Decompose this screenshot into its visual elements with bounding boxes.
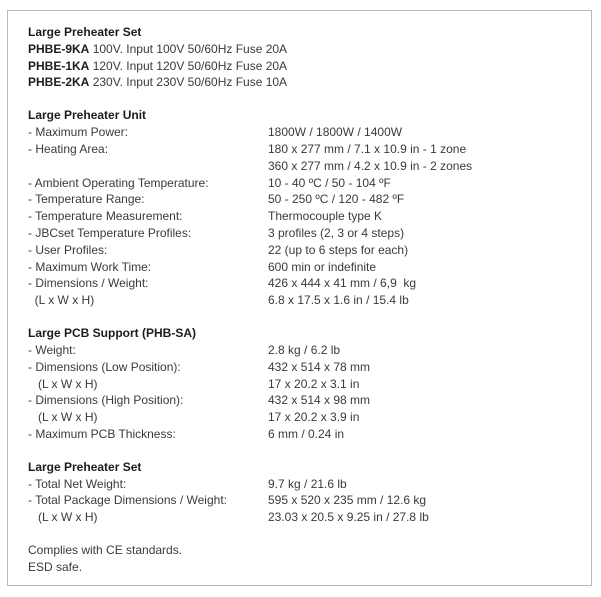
spec-value: 17 x 20.2 x 3.9 in: [268, 410, 360, 425]
spec-value: 600 min or indefinite: [268, 259, 377, 274]
spec-row: [28, 409, 588, 426]
set-totals-section: [28, 459, 588, 526]
spec-value: 1800W / 1800W / 1400W: [268, 125, 403, 140]
set-totals-title: Large Preheater Set: [28, 459, 142, 474]
unit-title: Large Preheater Unit: [28, 108, 147, 123]
spec-value: 2.8 kg / 6.2 lb: [268, 342, 341, 357]
spec-row: [28, 342, 588, 359]
spec-value: 22 (up to 6 steps for each): [268, 242, 409, 257]
spec-value: 10 - 40 ºC / 50 - 104 ºF: [268, 175, 391, 190]
spec-label: (L x W x H): [28, 410, 98, 425]
model-code: PHBE-1KA: [28, 58, 90, 73]
spec-row: [28, 359, 588, 376]
spec-value: 50 - 250 ºC / 120 - 482 ºF: [268, 192, 405, 207]
notes: [28, 542, 588, 576]
model-desc: 230V. Input 230V 50/60Hz Fuse 10A: [92, 75, 288, 90]
spec-label: - Total Net Weight:: [28, 476, 127, 491]
spec-row: [28, 292, 588, 309]
spec-label: - Heating Area:: [28, 141, 109, 156]
spec-label: - Dimensions (Low Position):: [28, 359, 181, 374]
spec-value: 432 x 514 x 78 mm: [268, 359, 371, 374]
spec-label: (L x W x H): [28, 510, 98, 525]
spec-value: 360 x 277 mm / 4.2 x 10.9 in - 2 zones: [268, 158, 473, 173]
spec-row: [28, 124, 588, 141]
spec-row: [28, 275, 588, 292]
model-line: [28, 74, 588, 91]
set-header-title: Large Preheater Set: [28, 25, 142, 39]
spec-value: 3 profiles (2, 3 or 4 steps): [268, 225, 405, 240]
spec-value: 180 x 277 mm / 7.1 x 10.9 in - 1 zone: [268, 141, 467, 156]
spec-value: Thermocouple type K: [268, 209, 383, 224]
model-line: [28, 41, 588, 58]
spec-row: [28, 392, 588, 409]
spec-value: 23.03 x 20.5 x 9.25 in / 27.8 lb: [268, 510, 429, 525]
model-code: PHBE-9KA: [28, 41, 90, 56]
unit-section: [28, 107, 588, 309]
spec-row: [28, 175, 588, 192]
spec-row: [28, 426, 588, 443]
spec-row: [28, 509, 588, 526]
spec-label: - Dimensions / Weight:: [28, 276, 149, 291]
spec-label: - Maximum Power:: [28, 125, 129, 140]
spec-value: 6.8 x 17.5 x 1.6 in / 15.4 lb: [268, 293, 409, 308]
spec-label: - Total Package Dimensions / Weight:: [28, 493, 227, 508]
spec-label: - Temperature Measurement:: [28, 209, 183, 224]
model-desc: 100V. Input 100V 50/60Hz Fuse 20A: [92, 41, 288, 56]
spec-label: - Maximum Work Time:: [28, 259, 152, 274]
model-line: [28, 58, 588, 75]
spec-row: [28, 259, 588, 276]
spec-value: 6 mm / 0.24 in: [268, 426, 345, 441]
set-header-section: [28, 24, 588, 91]
spec-row: [28, 476, 588, 493]
spec-label: - JBCset Temperature Profiles:: [28, 225, 192, 240]
spec-row: [28, 492, 588, 509]
spec-row: [28, 158, 588, 175]
pcb-title: Large PCB Support (PHB-SA): [28, 326, 196, 341]
spec-value: 17 x 20.2 x 3.1 in: [268, 376, 360, 391]
spec-label: - Temperature Range:: [28, 192, 145, 207]
note-ce: Complies with CE standards.: [28, 543, 183, 558]
model-code: PHBE-2KA: [28, 75, 90, 90]
spec-label: (L x W x H): [28, 376, 98, 391]
spec-value: 595 x 520 x 235 mm / 12.6 kg: [268, 493, 427, 508]
note-esd: ESD safe.: [28, 560, 83, 575]
spec-value: 426 x 444 x 41 mm / 6,9 kg: [268, 276, 417, 291]
spec-row: [28, 376, 588, 393]
spec-label: - Maximum PCB Thickness:: [28, 426, 176, 441]
spec-value: 432 x 514 x 98 mm: [268, 393, 371, 408]
spec-row: [28, 242, 588, 259]
spec-row: [28, 141, 588, 158]
spec-row: [28, 225, 588, 242]
spec-label: - Ambient Operating Temperature:: [28, 175, 209, 190]
spec-label: - Dimensions (High Position):: [28, 393, 184, 408]
spec-row: [28, 208, 588, 225]
spec-label: (L x W x H): [28, 293, 95, 308]
spec-label: - User Profiles:: [28, 242, 108, 257]
spec-row: [28, 191, 588, 208]
spec-value: 9.7 kg / 21.6 lb: [268, 476, 347, 491]
model-desc: 120V. Input 120V 50/60Hz Fuse 20A: [92, 58, 288, 73]
spec-sheet: [28, 24, 588, 576]
pcb-section: [28, 325, 588, 443]
spec-label: - Weight:: [28, 342, 76, 357]
